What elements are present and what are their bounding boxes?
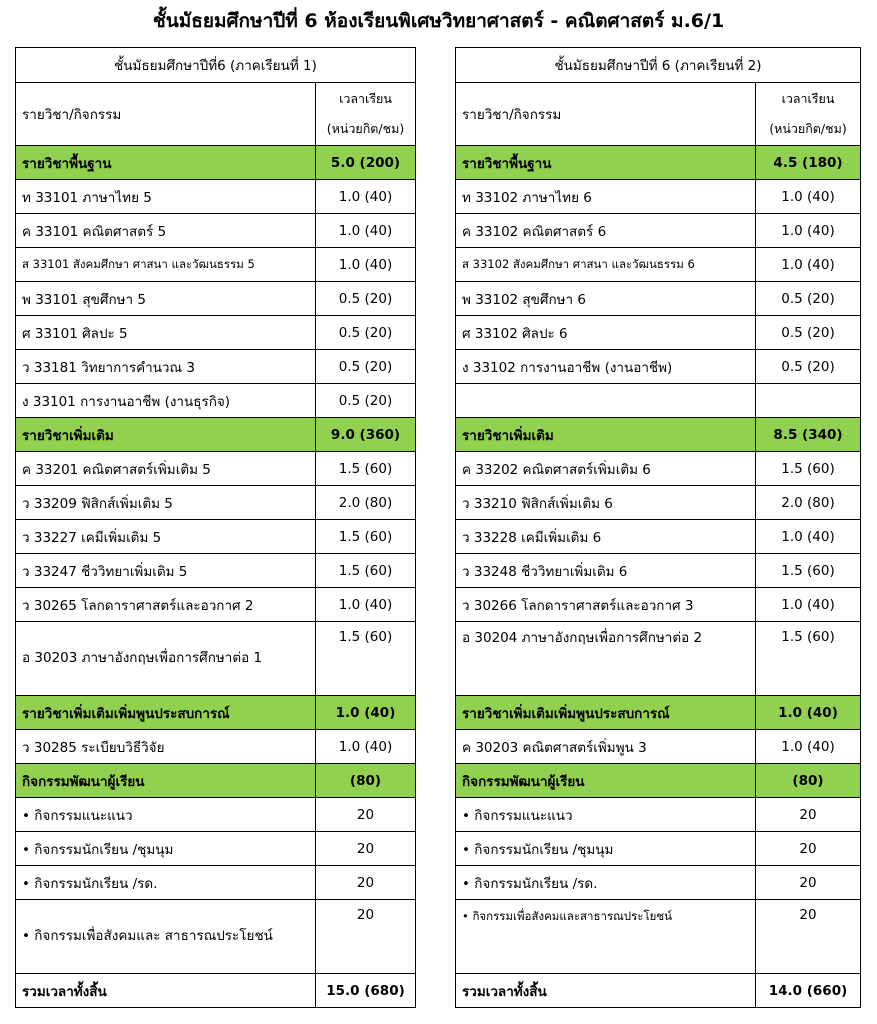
subject-hours: 1.5 (60) bbox=[756, 452, 861, 486]
subject-hours: 1.0 (40) bbox=[756, 214, 861, 248]
table-row bbox=[16, 866, 416, 900]
activity-hours: 20 bbox=[316, 900, 416, 974]
table-row bbox=[16, 486, 416, 520]
column-header-row bbox=[456, 83, 861, 146]
table-row bbox=[16, 248, 416, 282]
subject-name: ส 33102 สังคมศึกษา ศาสนา และวัฒนธรรม 6 bbox=[456, 248, 756, 282]
section-row-enrichment bbox=[16, 696, 416, 730]
subject-hours: 1.5 (60) bbox=[316, 520, 416, 554]
total-value: 14.0 (660) bbox=[756, 974, 861, 1008]
subject-name: ว 33248 ชีววิทยาเพิ่มเติม 6 bbox=[456, 554, 756, 588]
section-row-activities bbox=[16, 764, 416, 798]
section-row-additional bbox=[16, 418, 416, 452]
table-row bbox=[456, 214, 861, 248]
table-row bbox=[456, 520, 861, 554]
subject-hours: 0.5 (20) bbox=[316, 282, 416, 316]
subject-name: ส 33101 สังคมศึกษา ศาสนา และวัฒนธรรม 5 bbox=[16, 248, 316, 282]
table-header-row bbox=[456, 48, 861, 83]
subject-hours: 0.5 (20) bbox=[756, 282, 861, 316]
subject-name: ง 33102 การงานอาชีพ (งานอาชีพ) bbox=[456, 350, 756, 384]
activity-name: • กิจกรรมเพื่อสังคมและ สาธารณประโยชน์ bbox=[16, 900, 316, 974]
column-header-row bbox=[16, 83, 416, 146]
activity-hours: 20 bbox=[756, 832, 861, 866]
table-row bbox=[456, 180, 861, 214]
subject-hours: 0.5 (20) bbox=[756, 316, 861, 350]
table-row bbox=[456, 452, 861, 486]
table-row bbox=[456, 316, 861, 350]
subject-name: ค 33101 คณิตศาสตร์ 5 bbox=[16, 214, 316, 248]
section-label: รายวิชาเพิ่มเติม bbox=[16, 418, 316, 452]
subject-hours: 0.5 (20) bbox=[316, 316, 416, 350]
column-subject-header: รายวิชา/กิจกรรม bbox=[16, 83, 316, 146]
section-row-enrichment bbox=[456, 696, 861, 730]
column-hours-header: เวลาเรียน (หน่วยกิต/ชม) bbox=[756, 83, 861, 146]
section-row-additional bbox=[456, 418, 861, 452]
subject-name: พ 33101 สุขศึกษา 5 bbox=[16, 282, 316, 316]
activity-hours: 20 bbox=[316, 832, 416, 866]
table-row bbox=[16, 520, 416, 554]
subject-name: ค 33202 คณิตศาสตร์เพิ่มเติม 6 bbox=[456, 452, 756, 486]
subject-hours: 0.5 (20) bbox=[316, 384, 416, 418]
subject-name: ว 33181 วิทยาการคำนวณ 3 bbox=[16, 350, 316, 384]
subject-name: อ 30204 ภาษาอังกฤษเพื่อการศึกษาต่อ 2 bbox=[456, 622, 756, 696]
subject-hours: 1.0 (40) bbox=[316, 588, 416, 622]
subject-name: ว 33210 ฟิสิกส์เพิ่มเติม 6 bbox=[456, 486, 756, 520]
activity-name: • กิจกรรมนักเรียน /รด. bbox=[456, 866, 756, 900]
subject-name: ว 30285 ระเบียบวิธีวิจัย bbox=[16, 730, 316, 764]
table-row bbox=[16, 832, 416, 866]
total-row bbox=[456, 974, 861, 1008]
section-value: 1.0 (40) bbox=[756, 696, 861, 730]
activity-name: • กิจกรรมแนะแนว bbox=[456, 798, 756, 832]
table-row bbox=[16, 588, 416, 622]
table-row bbox=[456, 350, 861, 384]
activity-hours: 20 bbox=[316, 798, 416, 832]
section-value: 8.5 (340) bbox=[756, 418, 861, 452]
subject-hours: 1.5 (60) bbox=[316, 554, 416, 588]
table-row bbox=[456, 282, 861, 316]
section-value: 4.5 (180) bbox=[756, 146, 861, 180]
section-value: 9.0 (360) bbox=[316, 418, 416, 452]
semester-header: ชั้นมัธยมศึกษาปีที่6 (ภาคเรียนที่ 1) bbox=[16, 48, 416, 83]
subject-hours: 2.0 (80) bbox=[316, 486, 416, 520]
section-row-basic bbox=[16, 146, 416, 180]
subject-name bbox=[456, 384, 756, 418]
table-row bbox=[16, 452, 416, 486]
subject-name: ว 33228 เคมีเพิ่มเติม 6 bbox=[456, 520, 756, 554]
subject-hours: 1.5 (60) bbox=[316, 622, 416, 696]
semester-1-table bbox=[15, 47, 416, 1008]
total-label: รวมเวลาทั้งสิ้น bbox=[456, 974, 756, 1008]
activity-name: • กิจกรรมนักเรียน /ชุมนุม bbox=[16, 832, 316, 866]
subject-hours: 1.0 (40) bbox=[316, 214, 416, 248]
subject-hours: 1.0 (40) bbox=[756, 248, 861, 282]
activity-hours: 20 bbox=[756, 866, 861, 900]
table-row bbox=[456, 588, 861, 622]
table-row bbox=[456, 248, 861, 282]
table-row bbox=[456, 900, 861, 974]
table-row bbox=[456, 486, 861, 520]
subject-name: ค 33102 คณิตศาสตร์ 6 bbox=[456, 214, 756, 248]
table-row bbox=[456, 730, 861, 764]
subject-hours: 1.0 (40) bbox=[316, 730, 416, 764]
table-row bbox=[456, 622, 861, 696]
subject-hours: 1.0 (40) bbox=[756, 730, 861, 764]
subject-name: ง 33101 การงานอาชีพ (งานธุรกิจ) bbox=[16, 384, 316, 418]
subject-name: อ 30203 ภาษาอังกฤษเพื่อการศึกษาต่อ 1 bbox=[16, 622, 316, 696]
subject-name: ว 33227 เคมีเพิ่มเติม 5 bbox=[16, 520, 316, 554]
subject-name: พ 33102 สุขศึกษา 6 bbox=[456, 282, 756, 316]
subject-hours: 1.0 (40) bbox=[756, 180, 861, 214]
table-row bbox=[16, 798, 416, 832]
section-row-activities bbox=[456, 764, 861, 798]
subject-hours: 0.5 (20) bbox=[316, 350, 416, 384]
activity-name: • กิจกรรมเพื่อสังคมและสาธารณประโยชน์ bbox=[456, 900, 756, 974]
table-row bbox=[456, 384, 861, 418]
table-row bbox=[16, 730, 416, 764]
table-row bbox=[16, 900, 416, 974]
semester-header: ชั้นมัธยมศึกษาปีที่ 6 (ภาคเรียนที่ 2) bbox=[456, 48, 861, 83]
table-row bbox=[16, 282, 416, 316]
table-row bbox=[16, 180, 416, 214]
subject-name: ค 33201 คณิตศาสตร์เพิ่มเติม 5 bbox=[16, 452, 316, 486]
table-row bbox=[16, 622, 416, 696]
table-row bbox=[16, 316, 416, 350]
subject-name: ค 30203 คณิตศาสตร์เพิ่มพูน 3 bbox=[456, 730, 756, 764]
subject-hours: 1.0 (40) bbox=[756, 588, 861, 622]
subject-hours bbox=[756, 384, 861, 418]
subject-hours: 1.5 (60) bbox=[756, 622, 861, 696]
subject-hours: 1.0 (40) bbox=[316, 180, 416, 214]
section-value: (80) bbox=[316, 764, 416, 798]
section-label: รายวิชาเพิ่มเติม bbox=[456, 418, 756, 452]
activity-hours: 20 bbox=[756, 900, 861, 974]
table-row bbox=[16, 350, 416, 384]
table-header-row bbox=[16, 48, 416, 83]
subject-name: ว 30266 โลกดาราศาสตร์และอวกาศ 3 bbox=[456, 588, 756, 622]
section-value: 5.0 (200) bbox=[316, 146, 416, 180]
subject-hours: 1.0 (40) bbox=[756, 520, 861, 554]
table-row bbox=[456, 798, 861, 832]
total-row bbox=[16, 974, 416, 1008]
total-label: รวมเวลาทั้งสิ้น bbox=[16, 974, 316, 1008]
subject-name: ศ 33101 ศิลปะ 5 bbox=[16, 316, 316, 350]
activity-name: • กิจกรรมนักเรียน /รด. bbox=[16, 866, 316, 900]
subject-name: ศ 33102 ศิลปะ 6 bbox=[456, 316, 756, 350]
total-value: 15.0 (680) bbox=[316, 974, 416, 1008]
activity-name: • กิจกรรมนักเรียน /ชุมนุม bbox=[456, 832, 756, 866]
activity-name: • กิจกรรมแนะแนว bbox=[16, 798, 316, 832]
section-value: (80) bbox=[756, 764, 861, 798]
section-label: รายวิชาพื้นฐาน bbox=[456, 146, 756, 180]
table-row bbox=[456, 832, 861, 866]
section-label: รายวิชาเพิ่มเติมเพิ่มพูนประสบการณ์ bbox=[16, 696, 316, 730]
table-row bbox=[16, 214, 416, 248]
section-row-basic bbox=[456, 146, 861, 180]
subject-name: ท 33101 ภาษาไทย 5 bbox=[16, 180, 316, 214]
subject-name: ว 33209 ฟิสิกส์เพิ่มเติม 5 bbox=[16, 486, 316, 520]
column-subject-header: รายวิชา/กิจกรรม bbox=[456, 83, 756, 146]
table-row bbox=[16, 554, 416, 588]
column-hours-header: เวลาเรียน (หน่วยกิต/ชม) bbox=[316, 83, 416, 146]
section-value: 1.0 (40) bbox=[316, 696, 416, 730]
subject-name: ว 30265 โลกดาราศาสตร์และอวกาศ 2 bbox=[16, 588, 316, 622]
section-label: กิจกรรมพัฒนาผู้เรียน bbox=[456, 764, 756, 798]
table-row bbox=[456, 866, 861, 900]
activity-hours: 20 bbox=[756, 798, 861, 832]
subject-hours: 1.0 (40) bbox=[316, 248, 416, 282]
semester-2-table bbox=[455, 47, 861, 1008]
subject-hours: 1.5 (60) bbox=[316, 452, 416, 486]
subject-name: ท 33102 ภาษาไทย 6 bbox=[456, 180, 756, 214]
subject-name: ว 33247 ชีววิทยาเพิ่มเติม 5 bbox=[16, 554, 316, 588]
table-row bbox=[16, 384, 416, 418]
subject-hours: 1.5 (60) bbox=[756, 554, 861, 588]
section-label: รายวิชาเพิ่มเติมเพิ่มพูนประสบการณ์ bbox=[456, 696, 756, 730]
subject-hours: 0.5 (20) bbox=[756, 350, 861, 384]
page-title: ชั้นมัธยมศึกษาปีที่ 6 ห้องเรียนพิเศษวิทยาศาสตร์ - คณิตศาสตร์ ม.6/1 bbox=[152, 10, 725, 32]
table-row bbox=[456, 554, 861, 588]
subject-hours: 2.0 (80) bbox=[756, 486, 861, 520]
section-label: กิจกรรมพัฒนาผู้เรียน bbox=[16, 764, 316, 798]
activity-hours: 20 bbox=[316, 866, 416, 900]
section-label: รายวิชาพื้นฐาน bbox=[16, 146, 316, 180]
